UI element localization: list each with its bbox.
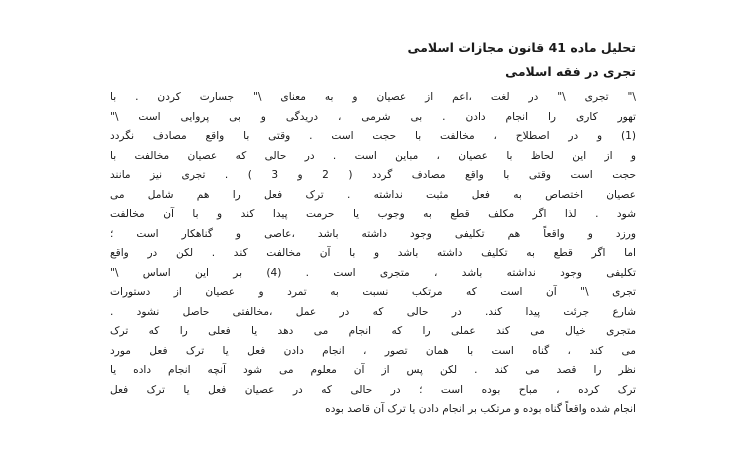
document-page — [110, 36, 636, 420]
document-title: تحلیل ماده 41 قانون مجازات اسلامی — [407, 40, 636, 55]
body-line: \" تجری \" در لغت ،اعم از عصیان و به معنای \" جسارت کردن . با — [110, 91, 636, 103]
body-line: شود . لذا اگر مکلف قطع به وجوب یا حرمت پیدا کند و با آن مخالفت — [110, 208, 636, 220]
document-subtitle: تجری در فقه اسلامی — [505, 64, 636, 79]
body-line: تجری \" آن است که مرتکب نسبت به تمرد و عصیان از دستورات — [110, 286, 636, 298]
body-line: ورزد و واقعاً هم تکلیفی وجود داشته باشد ،عاصی و گناهکار است ؛ — [110, 227, 636, 240]
body-line: انجام شده واقعاً گناه بوده و مرتکب بر انجام دادن یا ترک آن قاصد بوده — [325, 403, 636, 415]
body-line: (1) و در اصطلاح ، مخالفت با حجت است . وقتی با واقع مصادف نگردد — [110, 130, 636, 142]
body-line: می کند ، گناه است با همان تصور ، انجام دادن فعل یا ترک فعل مورد — [110, 344, 636, 357]
body-line: تکلیفی وجود نداشته باشد ، متجری است . (4) بر این اساس \" — [110, 266, 636, 279]
body-line: شارع جرئت پیدا کند. در حالی که در عمل ،مخالفتی حاصل نشود . — [110, 305, 636, 318]
body-line: حجت است وقتی با واقع مصادف گردد ( 2 و 3 ) . تجری نیز مانند — [110, 169, 636, 181]
body-line: و از این لحاظ با عصیان ، مباین است . در حالی که عصیان مخالفت با — [110, 149, 636, 162]
body-line: نظر را قصد می کند . لکن پس از آن معلوم می شود آنچه انجام داده یا — [110, 364, 636, 376]
document-body — [110, 88, 636, 420]
body-line: ترک کرده ، مباح بوده است ؛ در حالی که در عصیان فعل یا ترک فعل — [110, 383, 636, 396]
body-line: متجری خیال می کند عملی را که انجام می دهد یا فعلی را که ترک — [110, 325, 636, 337]
body-line: اما اگر قطع به تکلیف داشته باشد و با آن مخالفت کند . لکن در واقع — [110, 247, 636, 259]
body-line: عصیان اختصاص به فعل مثبت نداشته . ترک فعل را هم شامل می — [110, 188, 636, 201]
body-line: تهور کاری را انجام دادن . بی شرمی ، دریدگی و بی پروایی است \" — [110, 110, 636, 123]
